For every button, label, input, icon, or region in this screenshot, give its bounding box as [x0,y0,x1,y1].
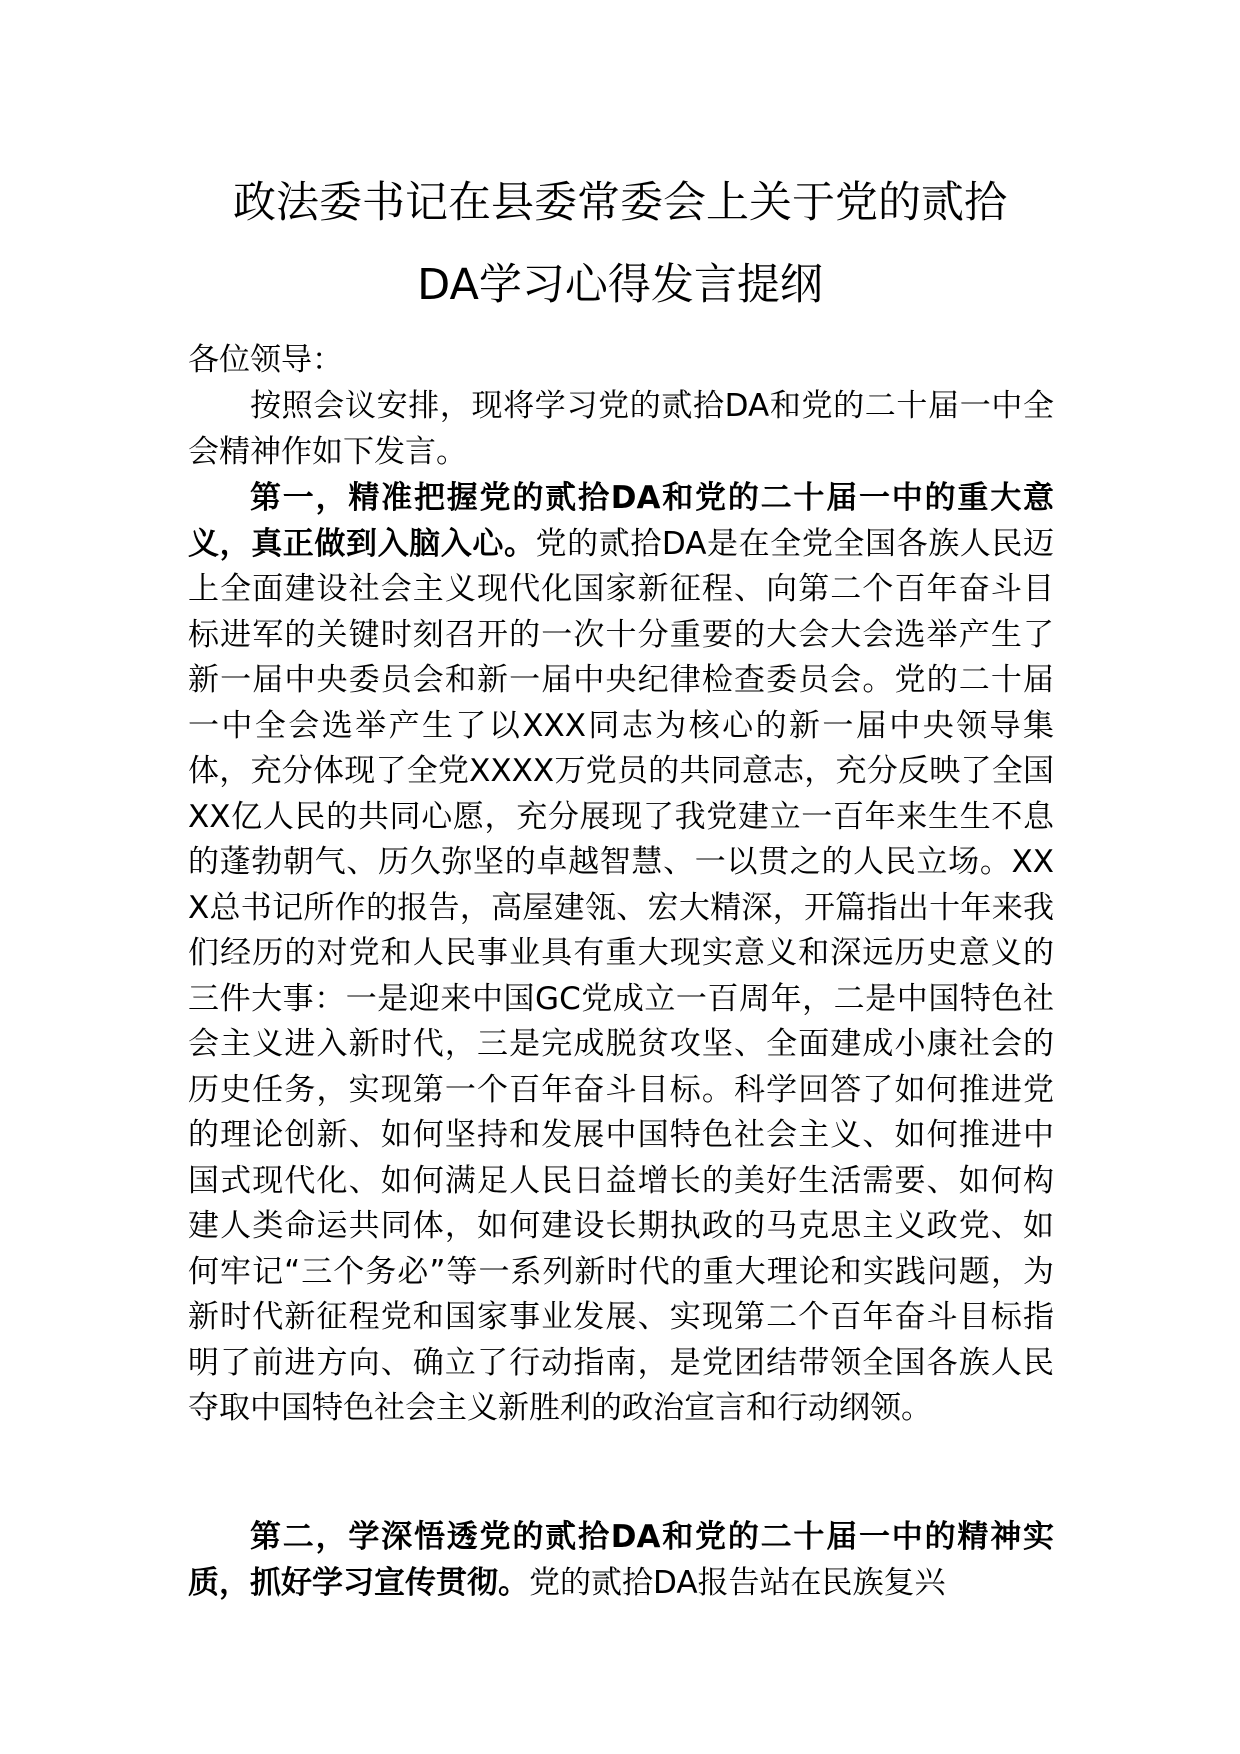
paragraph-heading: 第二，学深悟透党的贰拾DA和党的二十届一中的精神实质，抓好学习宣传贯彻。 [188,1519,1054,1601]
paragraph-intro [188,384,1054,475]
paragraph-body: 党的贰拾DA是在全党全国各族人民迈上全面建设社会主义现代化国家新征程、向第二个百年奋斗目标进军的关键时刻召开的一次十分重要的大会大会选举产生了新一届中央委员会和新一届中央纪律检查委员会。党的二十届一中全会选举产生了以XXX同志为核心的新一届中央领导集体，充分体现了全党XXXX万党员的共同意志，充分反映了全国XX亿人民的共同心愿，充分展现了我党建立一百年来生生不息的蓬勃朝气、历久弥坚的卓越智慧、一以贯之的人民立场。XXX总书记所作的报告，高屋建瓴、宏大精深，开篇指出十年来我们经历的对党和人民事业具有重大现实意义和深远历史意义的三件大事：一是迎来中国GC党成立一百周年，二是中国特色社会主义进入新时代，三是完成脱贫攻坚、全面建成小康社会的历史任务，实现第一个百年奋斗目标。科学回答了如何推进党的理论创新、如何坚持和发展中国特色社会主义、如何推进中国式现代化、如何满足人民日益增长的美好生活需要、如何构建人类命运共同体，如何建设长期执政的马克思主义政党、如何牢记“三个务必”等一系列新时代的重大理论和实践问题，为新时代新征程党和国家事业发展、实现第二个百年奋斗目标指明了前进方向、确立了行动指南，是党团结带领全国各族人民夺取中国特色社会主义新胜利的政治宣言和行动纲领。 [188,525,1055,1426]
document-title-line-1: 政法委书记在县委常委会上关于党的贰拾 [233,178,1007,228]
salutation: 各位领导： [188,342,343,378]
document-title-line-2: DA学习心得发言提纲 [417,260,823,310]
paragraph-body: 党的贰拾DA报告站在民族复兴 [529,1564,946,1601]
paragraph-first-point [188,476,1054,1432]
paragraph-second-point [188,1515,1054,1606]
paragraph-heading: 第一，精准把握党的贰拾DA和党的二十届一中的重大意义，真正做到入脑入心。 [188,480,1054,562]
paragraph-body: 按照会议安排，现将学习党的贰拾DA和党的二十届一中全会精神作如下发言。 [188,388,1054,470]
